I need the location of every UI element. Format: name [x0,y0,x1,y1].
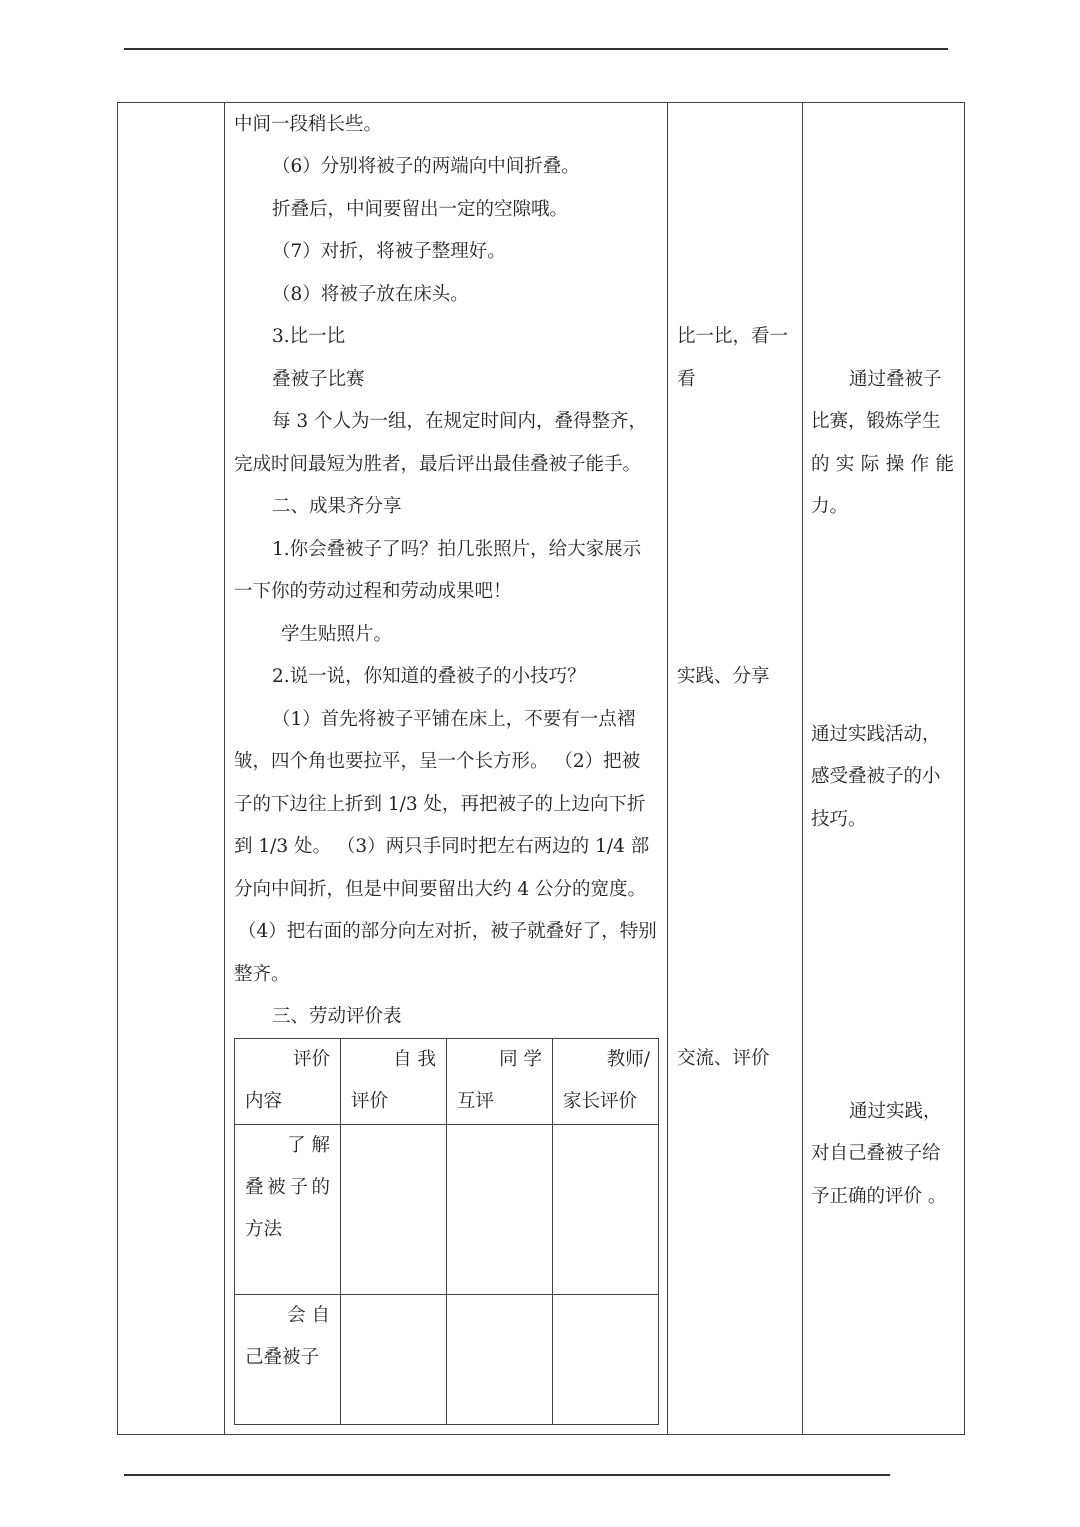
content-line: （4）把右面的部分向左对折，被子就叠好了，特别 [238,921,657,942]
content-line: 整齐。 [234,964,290,985]
section-heading: 二、成果齐分享 [272,496,402,517]
content-line: 分向中间折，但是中间要留出大约 4 公分的宽度。 [234,879,647,900]
intent-line: 通过实践， [849,1101,942,1122]
intent-line: 技巧。 [811,809,867,830]
row-label-cell: 了 解 叠被子的 方法 [235,1125,341,1295]
content-line: 到 1/3 处。 （3）两只手同时把左右两边的 1/4 部 [234,836,650,857]
row-label-cell: 会 自 己叠被子 [235,1295,341,1425]
section-heading: 三、劳动评价表 [272,1006,402,1027]
header-cell: 自 我 评价 [341,1039,447,1125]
intent-line: 的实际操作能 [811,454,954,475]
content-line: （7）对折，将被子整理好。 [272,241,506,262]
content-line: 子的下边往上折到 1/3 处，再把被子的上边向下折 [234,794,646,815]
header-rule [124,48,948,50]
content-line: 中间一段稍长些。 [234,114,383,135]
section-heading: 3.比一比 [272,326,346,347]
activity-label: 交流、评价 [677,1048,770,1069]
activity-label: 比一比，看一 [677,326,789,347]
evaluation-table [234,1038,659,1425]
intent-line: 比赛，锻炼学生 [811,411,941,432]
intent-line: 通过叠被子 [849,369,942,390]
empty-cell [447,1295,553,1425]
empty-cell [553,1295,659,1425]
content-line: 折叠后，中间要留出一定的空隙哦。 [272,199,569,220]
table-row [235,1295,659,1425]
content-line: 一下你的劳动过程和劳动成果吧！ [234,581,512,602]
activity-column [668,103,803,1435]
footer-rule [124,1474,890,1476]
activity-label: 看 [677,369,696,390]
intent-line: 予正确的评价 。 [811,1186,947,1207]
header-cell: 同 学 互评 [447,1039,553,1125]
content-line: 叠被子比赛 [272,369,365,390]
table-row [235,1125,659,1295]
content-line: 1.你会叠被子了吗？拍几张照片，给大家展示 [272,539,642,560]
header-cell: 评价 内容 [235,1039,341,1125]
empty-cell [447,1125,553,1295]
activity-label: 实践、分享 [677,666,770,687]
empty-cell [341,1295,447,1425]
content-line: （6）分别将被子的两端向中间折叠。 [272,156,580,177]
content-line: （1）首先将被子平铺在床上，不要有一点褶 [272,709,636,730]
intent-line: 感受叠被子的小 [811,766,941,787]
content-line: 学生贴照片。 [281,624,393,645]
content-line: 完成时间最短为胜者，最后评出最佳叠被子能手。 [234,454,642,475]
empty-cell [341,1125,447,1295]
empty-cell [553,1125,659,1295]
content-line: 皱，四个角也要拉平，呈一个长方形。 （2）把被 [234,751,641,772]
content-line: 2.说一说，你知道的叠被子的小技巧？ [272,666,586,687]
table-header-row [235,1039,659,1125]
intent-line: 通过实践活动， [811,724,941,745]
intent-line: 对自己叠被子给 [811,1143,941,1164]
stage-column [118,103,225,1435]
intent-line: 力。 [811,496,849,517]
header-cell: 教师/ 家长评价 [553,1039,659,1125]
content-line: 每 3 个人为一组，在规定时间内，叠得整齐， [272,411,648,432]
content-line: （8）将被子放在床头。 [272,284,469,305]
